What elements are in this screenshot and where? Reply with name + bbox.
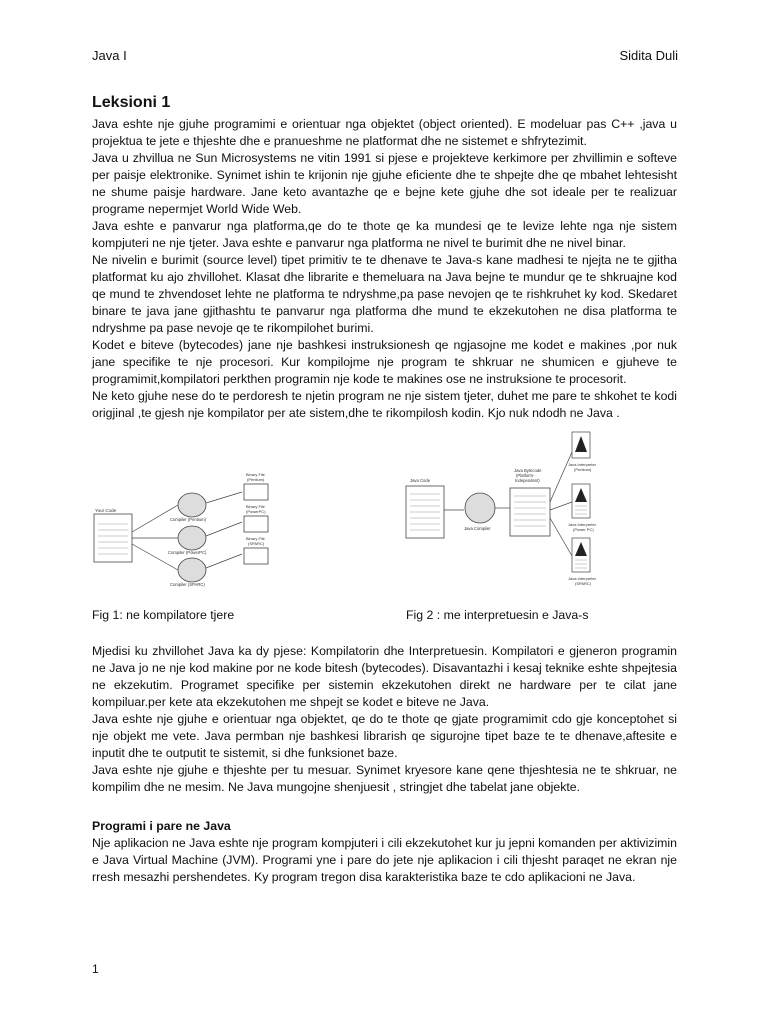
java-compiler-node — [465, 493, 495, 523]
compiler-label: Compiler (PowerPC) — [168, 550, 207, 555]
figure-2-interpreter — [402, 430, 632, 595]
interpreter-powerpc — [568, 484, 597, 532]
paragraph: Java eshte nje gjuhe e orientuar nga objektet, qe do te thote qe gjate programimit cdo gje konceptohet si nje objekt me vete. Java permban nje bashkesi librarish qe sigurojne tipet baze te te dhenave,aftesite e inputit dhe te outputit te sistemit, si dhe funksionet baze. — [92, 712, 677, 760]
interpreter-sparc — [568, 538, 597, 586]
compiler-label: Compiler (SPARC) — [170, 582, 205, 587]
paragraph: Nje aplikacion ne Java eshte nje program kompjuteri i cili ekzekutohet kur ju jepni komanden per aktivizimin e Java Virtual Machine (JVM). Programi yne i pare do jete nje aplikacion i cili thjesht paraqet ne ekran nje rresh mesazhi pershendetes. Ky program tregon disa karakteristika baze te cdo aplikacioni ne Java. — [92, 836, 677, 884]
java-code-document — [406, 478, 444, 538]
interpreter-label: (Pentium) — [574, 467, 592, 472]
paragraph: Mjedisi ku zhvillohet Java ka dy pjese: Kompilatorin dhe Interpretuesin. Kompilatori e gjeneron programin ne Java jo ne nje kod makine por ne kode bitesh (bytecodes). Disavantazhi i kesaj teknike eshte shpejtesia ne ekzekutim. Programet specifike per sistemin ekzekutohen direkt ne hardware per te cilat jane kompiluar.per kete ata ekzekutohen me shpejt se kodet e biteve ne Java. — [92, 644, 677, 709]
first-program-section — [92, 835, 677, 886]
binary-label: (PowerPC) — [246, 509, 266, 514]
bytecode-label: Independent) — [515, 478, 540, 483]
paragraph: Java eshte nje gjuhe e thjeshte per tu mesuar. Synimet kryesore kane qene thjeshtesia ne te shkruar, ne kompilim dhe ne mesim. Ne Java mungojne shenjuesit , stringjet dhe tabelat jane objekte. — [92, 763, 677, 794]
figure-2-diagram — [402, 430, 632, 590]
figure-1-diagram — [92, 470, 292, 590]
binary-file-box — [244, 516, 268, 532]
intro-section — [92, 116, 677, 422]
header-right: Sidita Duli — [619, 48, 678, 63]
binary-label: Binary File — [246, 472, 265, 477]
bytecode-label: Java Bytecode — [514, 468, 542, 473]
figure-1-caption: Fig 1: ne kompilatore tjere — [92, 608, 235, 622]
interpreter-label: Java Interpreter — [568, 576, 597, 581]
source-label: Your Code — [95, 508, 117, 513]
figure-2-caption: Fig 2 : me interpretuesin e Java-s — [406, 608, 589, 622]
binary-label: (Pentium) — [247, 477, 265, 482]
java-compiler-label: Java Compiler — [464, 526, 491, 531]
environment-section — [92, 643, 677, 796]
figure-1-compilers — [92, 470, 292, 595]
lesson-title: Leksioni 1 — [92, 94, 171, 111]
header-left: Java I — [92, 48, 127, 63]
interpreter-label: (SPARC) — [575, 581, 592, 586]
source-code-document — [94, 508, 132, 562]
paragraph: Java eshte nje gjuhe programimi e orientuar nga objektet (object oriented). E modeluar pas C++ ,java u projektua te jete e thjeshte dhe e pranueshme ne platformat dhe ne sistemet e shfrytezimit. — [92, 117, 677, 148]
page-number: 1 — [92, 962, 99, 976]
interpreter-label: Java Interpreter — [568, 462, 597, 467]
binary-label: Binary File — [246, 536, 265, 541]
binary-file-box — [244, 484, 268, 500]
java-code-label: Java Code — [410, 478, 431, 483]
paragraph: Java u zhvillua ne Sun Microsystems ne vitin 1991 si pjese e projekteve kerkimore per zhvillimin e softeve per paisje elektronike. Synimet ishin te krijonin nje gjuhe eficiente dhe te shpejte dhe qe mbahet lehtesisht ne shume paisje hardware. Jane keto avantazhe qe e bejne kete gjuhe dhe sot ideale per te realizuar programe nepermjet World Wide Web. — [92, 151, 677, 216]
binary-file-box — [244, 548, 268, 564]
binary-label: Binary File — [246, 504, 265, 509]
paragraph: Kodet e biteve (bytecodes) jane nje bashkesi instruksionesh qe ngjasojne me kodet e makines ,por nuk jane specifike te nje procesori. Kur kompilojme nje program te shkruar ne shumicen e gjuheve te programimit,kompilatori perkthen programin nje kode te makines ose ne instruksione te procesorit. — [92, 338, 677, 386]
compiler-node — [178, 526, 206, 550]
paragraph: Ne keto gjuhe nese do te perdoresh te njetin program ne nje sistem tjeter, duhet me pare te shkohet te kodi origjinal ,te gjesh nje kompilator per ate sistem,dhe te rikompilosh kodin. Kjo nuk ndodh ne Java . — [92, 389, 677, 420]
compiler-label: Compiler (Pentium) — [170, 517, 207, 522]
interpreter-pentium — [568, 432, 597, 472]
paragraph: Java eshte e panvarur nga platforma,qe do te thote qe ka mundesi qe te levize lehte nga nje sistem kompjuteri ne nje tjeter. Java eshte e panvarur nga platforma ne nivel te burimit dhe ne nivel binar. — [92, 219, 677, 250]
binary-label: (SPARC) — [248, 541, 265, 546]
interpreter-label: Java Interpreter — [568, 522, 597, 527]
compiler-node — [178, 493, 206, 517]
bytecode-label: (Platform- — [516, 473, 535, 478]
bytecode-document — [510, 468, 550, 536]
section-heading: Programi i pare ne Java — [92, 819, 231, 833]
paragraph: Ne nivelin e burimit (source level) tipet primitiv te te dhenave te Java-s kane madhesi te njejta ne te gjitha platformat ku ajo zhvillohet. Klasat dhe librarite e themeluara na Java bejne te mundur qe te shkruajne kod qe mund te zhvendoset lehte ne platforma te ndryshme,pa pase nevojen qe te rishkruhet ky kod. Skedaret binare te java jane gjithashtu te panvarur nga platforma dhe mund te ekzekutohen ne disa platforma te ndryshme pa pase nevoje qe te rikompilohet burimi. — [92, 253, 677, 335]
compiler-node — [178, 558, 206, 582]
interpreter-label: (Power PC) — [573, 527, 594, 532]
